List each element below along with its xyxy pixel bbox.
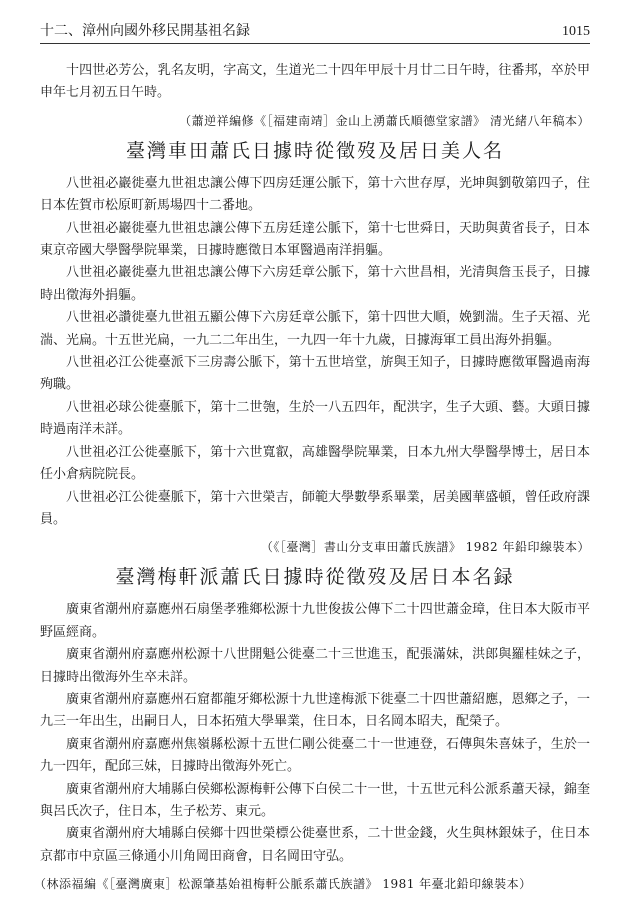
section-1-paragraph: 八世祖必巖徙臺九世祖忠讓公傳下六房廷章公脈下，第十六世昌相，光清與詹玉長子，日據時出徵海外捐軀。 (40, 265, 590, 303)
section-2-paragraph: 廣東省潮州府嘉應州石扇堡孝雅鄉松源十九世俊拔公傳下二十四世蕭金璋，住日本大阪市平野區經商。 (40, 602, 590, 640)
section-2-paragraph: 廣東省潮州府大埔縣白侯鄉十四世榮標公徙臺世系，二十世金錢，火生與林銀妹子，住日本京都市中京區三條通小川角岡田商會，日名岡田守弘。 (40, 826, 590, 864)
section-1-paragraph: 八世祖必巖徙臺九世祖忠讓公傳下五房廷達公脈下，第十七世舜日，天助與黄省長子，日本東京帝國大學醫學院畢業，日據時應徵日本軍醫過南洋捐軀。 (40, 220, 590, 259)
section-2-paragraph: 廣東省潮州府嘉應州石窟都龍牙鄉松源十九世達梅派下徙臺二十四世蕭紹應，恩鄉之子，一九三一年出生，出嗣日人，日本拓殖大學畢業，住日本，日名岡本昭夫，配榮子。 (40, 691, 590, 730)
chapter-title: 十二、漳州向國外移民開基祖名録 (40, 23, 250, 39)
section-2-paragraph: 廣東省潮州府大埔縣白侯鄉松源梅軒公傳下白侯二十一世，十五世元科公派系蕭天禄，錦奎與呂氏次子，住日本，生子松芳、東元。 (40, 781, 590, 819)
section-2-title: 臺灣梅軒派蕭氏日據時從徵歿及居日本名録 (115, 566, 515, 589)
running-header (40, 16, 590, 44)
source-citation-2: （《［臺灣］書山分支車田蕭氏族譜》 1982 年鉛印線裝本） (260, 540, 590, 555)
intro-paragraph: 十四世必芳公，乳名友明，字高文，生道光二十四年甲辰十月廿二日午時，往番邦，卒於甲申年七月初五日午時。 (40, 63, 590, 101)
section-1-paragraph: 八世祖必巖徙臺九世祖忠讓公傳下四房廷運公脈下，第十六世存厚，光坤與劉敬第四子，住日本佐賀市松原町新馬場四十二番地。 (40, 175, 590, 214)
document-body (34, 60, 590, 900)
section-1-paragraph: 八世祖必讚徙臺九世祖五顯公傳下六房廷章公脈下，第十四世大順，娩劉湍。生子天福、光湍、光扁。十五世光扁，一九二二年出生，一九四一年十九歲，日據海軍工員出海外捐軀。 (40, 310, 590, 348)
section-2-paragraph: 廣東省潮州府嘉應州焦嶺縣松源十五世仁剛公徙臺二十一世連登，石傳與朱喜妹子，生於一九一四年，配邱三妹，日據時出徵海外死亡。 (40, 736, 590, 775)
section-1-paragraph: 八世祖必江公徙臺派下三房壽公脈下，第十五世培堂，旂與王知子，日據時應徵軍醫過南海殉職。 (40, 355, 590, 393)
section-2-paragraph: 廣東省潮州府嘉應州松源十八世開魁公徙臺二十三世進玉，配張滿妹，洪郎與羅桂妹之子，日據時出徵海外生卒未詳。 (40, 647, 590, 685)
page-number: 1015 (562, 24, 590, 39)
section-1-title: 臺灣車田蕭氏日據時從徵歿及居日美人名 (125, 139, 504, 162)
section-1-paragraph: 八世祖必江公徙臺脈下，第十六世榮吉，師範大學數學系畢業，居美國華盛頓，曾任政府課員。 (40, 489, 590, 527)
section-1-paragraph: 八世祖必江公徙臺脈下，第十六世寬叡，高雄醫學院畢業，日本九州大學醫學博士，居日本任小倉病院院長。 (40, 444, 590, 483)
source-citation-1: （蕭逆祥編修《［福建南靖］金山上湧蕭氏順德堂家譜》 清光緒八年稿本） (179, 113, 590, 128)
source-citation-3: （林添福編《［臺灣廣東］松源肇基始祖梅軒公脈系蕭氏族譜》 1981 年臺北鉛印線裝本） (34, 877, 532, 892)
section-1-paragraph: 八世祖必球公徙臺脈下，第十二世匏，生於一八五四年，配洪字，生子大頭、藝。大頭日據時過南洋未詳。 (40, 399, 590, 438)
